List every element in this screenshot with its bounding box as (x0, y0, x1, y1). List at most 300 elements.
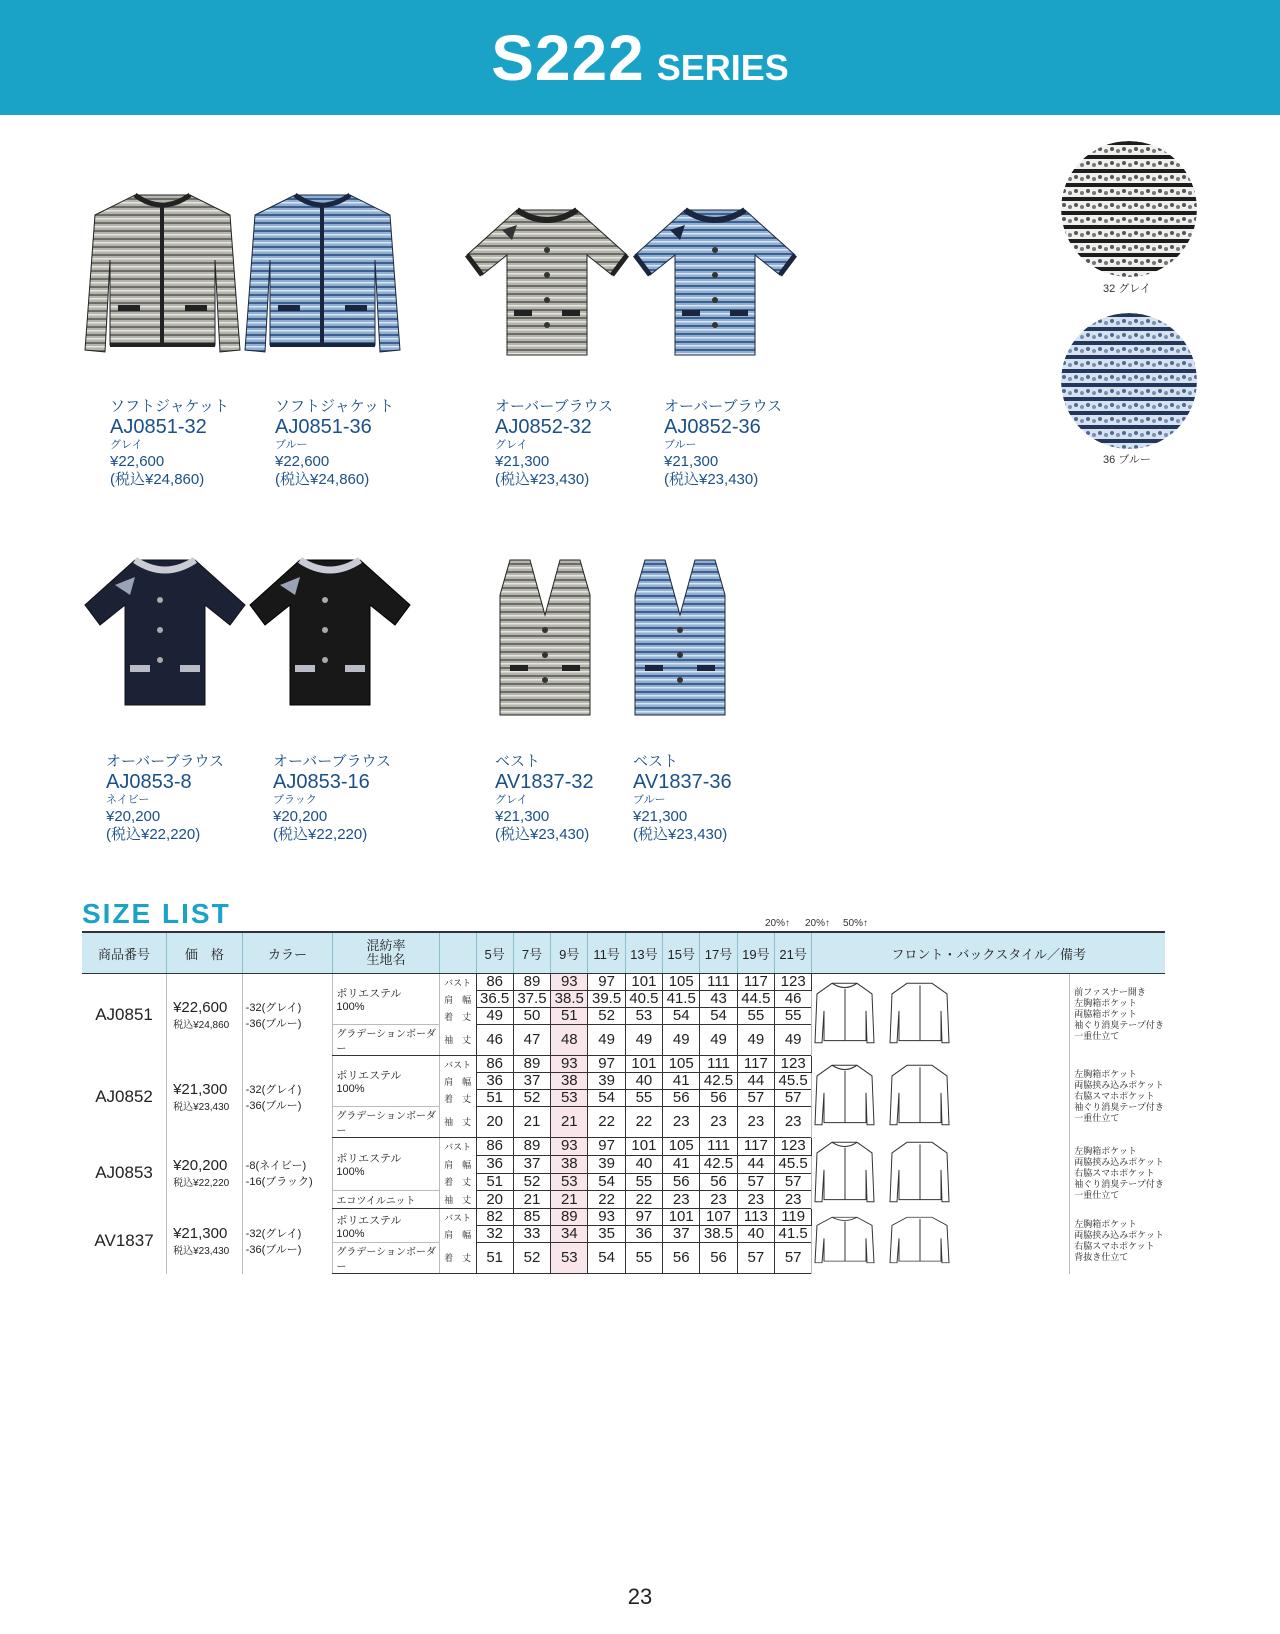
size-value: 44 (737, 1155, 774, 1173)
size-value: 52 (513, 1090, 550, 1107)
size-value: 85 (513, 1209, 550, 1226)
size-value: 54 (700, 1008, 737, 1025)
size-value: 36 (625, 1226, 662, 1243)
color-option: -32(グレイ) (245, 1083, 302, 1096)
product-price: ¥22,600 (110, 453, 165, 470)
size-value: 53 (551, 1090, 588, 1107)
size-value: 21 (513, 1107, 550, 1138)
size-value: 38.5 (700, 1226, 737, 1243)
size-value: 46 (775, 991, 812, 1008)
size-value: 86 (476, 1138, 513, 1156)
color-option: -36(ブルー) (245, 1017, 302, 1030)
table-row (82, 1138, 1165, 1156)
size-value: 97 (588, 1056, 625, 1073)
size-value: 20 (476, 1191, 513, 1209)
size-value: 23 (775, 1107, 812, 1138)
fabric-name-cell: グラデーションボーダー (333, 1107, 439, 1138)
size-value: 49 (775, 1025, 812, 1056)
product-price: ¥21,300 (664, 453, 719, 470)
size-value: 51 (476, 1090, 513, 1107)
note-item: 右脇スマホポケット (1074, 1167, 1155, 1178)
swatch-blue-image (1061, 313, 1197, 449)
size-value: 36 (476, 1073, 513, 1090)
size-value: 35 (588, 1226, 625, 1243)
note-item: 前ファスナー開き (1074, 987, 1146, 998)
product-price: ¥21,300 (495, 453, 550, 470)
size-value: 23 (700, 1107, 737, 1138)
product-code: AJ0853-8 (106, 771, 192, 793)
size-value: 44 (737, 1073, 774, 1090)
header-material: 混紡率 生地名 (333, 932, 439, 974)
product-code: AJ0852-32 (495, 416, 592, 438)
product-color: グレイ (110, 439, 143, 451)
product-color: ブルー (664, 439, 697, 451)
size-value: 23 (700, 1191, 737, 1209)
product-price-tax: (税込¥23,430) (633, 826, 728, 843)
color-cell (242, 1209, 333, 1274)
product-price-tax: (税込¥24,860) (275, 471, 370, 488)
fabric-name-cell: グラデーションボーダー (333, 1025, 439, 1056)
color-option: -36(ブルー) (245, 1099, 302, 1112)
product-code: AJ0853-16 (273, 771, 370, 793)
size-value: 21 (551, 1191, 588, 1209)
color-option: -32(グレイ) (245, 1228, 302, 1240)
price-tax: 税込¥23,430 (173, 1101, 230, 1113)
size-value: 37 (663, 1226, 700, 1243)
note-item: 一重仕立て (1074, 1113, 1120, 1123)
size-value: 101 (625, 974, 662, 991)
size-value: 22 (625, 1107, 662, 1138)
size-value: 57 (737, 1243, 774, 1274)
size-value: 89 (513, 1138, 550, 1156)
size-value: 97 (588, 1138, 625, 1156)
size-value: 57 (737, 1173, 774, 1191)
fabric-cell: ポリエステル 100% (333, 1209, 439, 1243)
size-value: 86 (476, 974, 513, 991)
jacket-grey-image (80, 190, 245, 370)
size-value: 56 (663, 1090, 700, 1107)
size-value: 22 (588, 1107, 625, 1138)
note-item: 袖ぐり消臭テープ付き (1074, 1178, 1164, 1189)
notes-cell (1070, 1056, 1165, 1138)
garment-front-back-sketch (812, 1061, 972, 1129)
product-color: グレイ (495, 794, 528, 806)
price: ¥21,300 (173, 1080, 228, 1098)
fabric-name-cell: エコツイルニット (333, 1191, 439, 1209)
header-size: 19号 (737, 932, 774, 974)
header-size: 11号 (588, 932, 625, 974)
size-value: 56 (700, 1173, 737, 1191)
note-item: 背抜き仕立て (1074, 1252, 1129, 1262)
size-value: 54 (663, 1008, 700, 1025)
price-tax: 税込¥22,220 (173, 1178, 230, 1189)
size-value: 44.5 (737, 991, 774, 1008)
vest-grey-image (490, 555, 600, 720)
size-value: 23 (775, 1191, 812, 1209)
size-table-body (82, 974, 1165, 1274)
measure-label: 着 丈 (439, 1090, 476, 1107)
size-value: 41.5 (775, 1226, 812, 1243)
size-value: 32 (476, 1226, 513, 1243)
size-value: 45.5 (775, 1073, 812, 1090)
fabric-cell: ポリエステル 100% (333, 1056, 439, 1107)
size-value: 20 (476, 1107, 513, 1138)
swatch-label: 32 グレイ (1103, 283, 1151, 295)
measure-label: 袖 丈 (439, 1107, 476, 1138)
series-banner (0, 0, 1280, 115)
size-value: 49 (588, 1025, 625, 1056)
size-value: 51 (476, 1173, 513, 1191)
header-size: 5号 (476, 932, 513, 974)
note-item: 一重仕立て (1074, 1189, 1120, 1200)
size-value: 105 (663, 1138, 700, 1156)
product-price: ¥21,300 (495, 808, 550, 825)
size-value: 52 (513, 1243, 550, 1274)
product-code-cell: AJ0853 (95, 1163, 153, 1182)
size-value: 89 (551, 1209, 588, 1226)
size-value: 42.5 (700, 1073, 737, 1090)
color-option: -36(ブルー) (245, 1244, 302, 1256)
size-value: 54 (588, 1173, 625, 1191)
product-code: AV1837-36 (633, 771, 732, 793)
product-price-tax: (税込¥23,430) (495, 471, 590, 488)
size-value: 41.5 (663, 991, 700, 1008)
product-code-cell: AJ0852 (95, 1086, 153, 1106)
swatch-label: 36 ブルー (1103, 454, 1151, 466)
table-row (82, 974, 1165, 991)
size-value: 49 (476, 1008, 513, 1025)
size-value: 45.5 (775, 1155, 812, 1173)
product-price-tax: (税込¥24,860) (110, 471, 205, 488)
size-value: 48 (551, 1025, 588, 1056)
note-item: 両脇挟み込みポケット (1074, 1156, 1164, 1167)
style-drawing-cell (812, 1209, 1070, 1274)
size-value: 23 (663, 1107, 700, 1138)
fabric-cell: ポリエステル 100% (333, 974, 439, 1025)
note-item: 袖ぐり消臭テープ付き (1074, 1020, 1164, 1031)
size-value: 40 (625, 1155, 662, 1173)
size-value: 54 (588, 1090, 625, 1107)
size-value: 53 (551, 1243, 588, 1274)
price-tax: 税込¥23,430 (173, 1246, 230, 1257)
product-name: ソフトジャケット (110, 398, 229, 415)
blouse-blue-image (630, 205, 800, 365)
product-color: ブラック (273, 794, 317, 806)
product-code: AJ0851-36 (275, 416, 372, 438)
size-value: 57 (775, 1173, 812, 1191)
table-row (82, 1209, 1165, 1226)
product-name: ベスト (633, 753, 679, 770)
size-value: 117 (737, 974, 774, 991)
size-value: 105 (663, 1056, 700, 1073)
size-value: 51 (551, 1008, 588, 1025)
size-value: 36.5 (476, 991, 513, 1008)
note-item: 左胸箱ポケット (1074, 1069, 1137, 1079)
measure-label: 肩 幅 (439, 1226, 476, 1243)
size-value: 21 (513, 1191, 550, 1209)
size-value: 123 (775, 974, 812, 991)
size-value: 49 (737, 1025, 774, 1056)
color-option: -32(グレイ) (245, 1001, 302, 1014)
size-value: 23 (663, 1191, 700, 1209)
notes-cell (1070, 1209, 1165, 1274)
size-value: 47 (513, 1025, 550, 1056)
size-value: 57 (775, 1090, 812, 1107)
size-value: 40.5 (625, 991, 662, 1008)
product-price-tax: (税込¥23,430) (664, 471, 759, 488)
note-item: 右脇スマホポケット (1074, 1241, 1155, 1251)
measure-label: 着 丈 (439, 1243, 476, 1274)
header-size: 13号 (625, 932, 662, 974)
size-value: 52 (513, 1173, 550, 1191)
price: ¥20,200 (173, 1157, 228, 1174)
note-item: 左胸箱ポケット (1074, 998, 1137, 1009)
measure-label: 着 丈 (439, 1008, 476, 1025)
size-value: 42.5 (700, 1155, 737, 1173)
size-value: 111 (700, 974, 737, 991)
series-number: S222 (491, 21, 645, 94)
series-word: SERIES (656, 46, 789, 88)
size-value: 40 (625, 1073, 662, 1090)
size-value: 40 (737, 1226, 774, 1243)
product-name: オーバーブラウス (106, 753, 225, 770)
size-value: 43 (700, 991, 737, 1008)
page-number: 23 (627, 1584, 653, 1609)
product-price-tax: (税込¥22,220) (273, 826, 368, 843)
percent-note: 50%↑ (843, 918, 869, 929)
color-cell (242, 974, 333, 1056)
size-value: 93 (551, 974, 588, 991)
product-caption (633, 753, 732, 844)
price: ¥21,300 (173, 1225, 228, 1242)
note-item: 左胸箱ポケット (1074, 1219, 1137, 1229)
product-name: オーバーブラウス (664, 398, 783, 415)
size-value: 22 (625, 1191, 662, 1209)
header-size: 21号 (775, 932, 812, 974)
product-code: AJ0851-32 (110, 416, 207, 438)
product-caption (106, 753, 224, 844)
size-value: 119 (775, 1209, 812, 1226)
size-value: 53 (625, 1008, 662, 1025)
size-value: 56 (663, 1173, 700, 1191)
header-size: 15号 (663, 932, 700, 974)
size-value: 37.5 (513, 991, 550, 1008)
size-value: 39 (588, 1155, 625, 1173)
product-price-tax: (税込¥22,220) (106, 826, 201, 843)
size-value: 23 (737, 1191, 774, 1209)
size-value: 52 (588, 1008, 625, 1025)
size-value: 34 (551, 1226, 588, 1243)
product-name: オーバーブラウス (495, 398, 614, 415)
size-value: 101 (663, 1209, 700, 1226)
header-size: 7号 (513, 932, 550, 974)
size-value: 55 (775, 1008, 812, 1025)
size-value: 39.5 (588, 991, 625, 1008)
note-item: 両脇挟み込みポケット (1074, 1230, 1164, 1240)
garment-front-back-sketch (812, 1214, 972, 1266)
note-item: 両脇挟み込みポケット (1074, 1080, 1164, 1090)
product-code: AJ0852-36 (664, 416, 761, 438)
product-color: ブルー (633, 794, 666, 806)
size-value: 93 (551, 1138, 588, 1156)
size-value: 55 (737, 1008, 774, 1025)
size-value: 89 (513, 974, 550, 991)
measure-label: バスト (439, 974, 476, 991)
size-value: 56 (700, 1243, 737, 1274)
size-value: 49 (625, 1025, 662, 1056)
size-value: 38.5 (551, 991, 588, 1008)
size-value: 23 (737, 1107, 774, 1138)
style-drawing-cell (812, 1056, 1070, 1138)
measure-label: 肩 幅 (439, 991, 476, 1008)
size-value: 22 (588, 1191, 625, 1209)
size-value: 105 (663, 974, 700, 991)
size-value: 93 (588, 1209, 625, 1226)
size-value: 56 (700, 1090, 737, 1107)
size-value: 55 (625, 1243, 662, 1274)
style-drawing-cell (812, 1138, 1070, 1209)
size-value: 82 (476, 1209, 513, 1226)
size-value: 41 (663, 1073, 700, 1090)
price-cell (167, 1209, 243, 1274)
product-code: AV1837-32 (495, 771, 594, 793)
notes-cell (1070, 974, 1165, 1056)
header-style: フロント・バックスタイル／備考 (812, 932, 1165, 974)
note-item: 右脇スマホポケット (1074, 1091, 1155, 1101)
size-value: 21 (551, 1107, 588, 1138)
product-price: ¥20,200 (273, 808, 328, 825)
product-price: ¥21,300 (633, 808, 688, 825)
blouse-navy-image (80, 555, 250, 715)
jacket-blue-image (240, 190, 405, 370)
percent-note: 20%↑ (805, 918, 831, 929)
measure-label: 袖 丈 (439, 1025, 476, 1056)
notes-cell (1070, 1138, 1165, 1209)
size-value: 89 (513, 1056, 550, 1073)
size-value: 55 (625, 1173, 662, 1191)
fabric-cell: ポリエステル 100% (333, 1138, 439, 1191)
blouse-grey-image (462, 205, 632, 365)
size-value: 51 (476, 1243, 513, 1274)
measure-label: バスト (439, 1056, 476, 1073)
color-cell (242, 1138, 333, 1209)
size-value: 55 (625, 1090, 662, 1107)
price-tax: 税込¥24,860 (173, 1019, 230, 1031)
size-value: 54 (588, 1243, 625, 1274)
garment-front-back-sketch (812, 1138, 972, 1206)
product-name: ソフトジャケット (275, 398, 394, 415)
note-item: 左胸箱ポケット (1074, 1145, 1137, 1156)
size-value: 38 (551, 1073, 588, 1090)
blouse-black-image (245, 555, 415, 715)
product-caption (110, 398, 229, 489)
price-cell (167, 974, 243, 1056)
product-price: ¥22,600 (275, 453, 330, 470)
fabric-name-cell: グラデーションボーダー (333, 1243, 439, 1274)
size-value: 56 (663, 1243, 700, 1274)
product-name: ベスト (495, 753, 541, 770)
swatch-grey-image (1061, 141, 1197, 277)
vest-blue-image (625, 555, 735, 720)
product-color: グレイ (495, 439, 528, 451)
size-value: 49 (700, 1025, 737, 1056)
size-value: 38 (551, 1155, 588, 1173)
product-caption (664, 398, 782, 489)
measure-label: 肩 幅 (439, 1073, 476, 1090)
size-value: 33 (513, 1226, 550, 1243)
product-code-cell: AJ0851 (95, 1004, 153, 1024)
size-list-title: SIZE LIST (82, 898, 231, 929)
header-size: 9号 (551, 932, 588, 974)
size-value: 49 (663, 1025, 700, 1056)
measure-label: 着 丈 (439, 1173, 476, 1191)
measure-label: 袖 丈 (439, 1191, 476, 1209)
size-table (82, 931, 1165, 1274)
size-value: 113 (737, 1209, 774, 1226)
price: ¥22,600 (173, 998, 228, 1016)
size-value: 57 (737, 1090, 774, 1107)
size-value: 50 (513, 1008, 550, 1025)
header-size: 17号 (700, 932, 737, 974)
measure-label: バスト (439, 1209, 476, 1226)
table-row (82, 1056, 1165, 1073)
note-item: 両脇箱ポケット (1074, 1009, 1137, 1020)
size-value: 97 (625, 1209, 662, 1226)
product-code-cell: AV1837 (94, 1231, 154, 1250)
product-caption (495, 753, 594, 844)
size-value: 37 (513, 1073, 550, 1090)
size-value: 117 (737, 1056, 774, 1073)
product-color: ネイビー (106, 794, 150, 806)
measure-label: 肩 幅 (439, 1155, 476, 1173)
size-value: 46 (476, 1025, 513, 1056)
size-value: 111 (700, 1138, 737, 1156)
product-price-tax: (税込¥23,430) (495, 826, 590, 843)
color-option: -8(ネイビー) (245, 1160, 307, 1172)
size-value: 111 (700, 1056, 737, 1073)
size-value: 86 (476, 1056, 513, 1073)
style-drawing-cell (812, 974, 1070, 1056)
header-color: カラー (242, 932, 333, 974)
color-option: -16(ブラック) (245, 1176, 313, 1188)
size-value: 57 (775, 1243, 812, 1274)
size-value: 107 (700, 1209, 737, 1226)
size-value: 37 (513, 1155, 550, 1173)
product-price: ¥20,200 (106, 808, 161, 825)
size-value: 101 (625, 1138, 662, 1156)
size-value: 39 (588, 1073, 625, 1090)
header-price: 価 格 (167, 932, 243, 974)
size-value: 53 (551, 1173, 588, 1191)
product-color: ブルー (275, 439, 308, 451)
size-value: 117 (737, 1138, 774, 1156)
product-caption (273, 753, 391, 844)
size-value: 97 (588, 974, 625, 991)
garment-front-back-sketch (812, 979, 972, 1047)
size-value: 123 (775, 1138, 812, 1156)
product-caption (275, 398, 394, 489)
header-measure (439, 932, 476, 974)
table-header-row (82, 932, 1165, 974)
size-value: 36 (476, 1155, 513, 1173)
price-cell (167, 1138, 243, 1209)
product-caption (495, 398, 613, 489)
size-value: 93 (551, 1056, 588, 1073)
product-name: オーバーブラウス (273, 753, 392, 770)
size-value: 123 (775, 1056, 812, 1073)
measure-label: バスト (439, 1138, 476, 1156)
color-cell (242, 1056, 333, 1138)
